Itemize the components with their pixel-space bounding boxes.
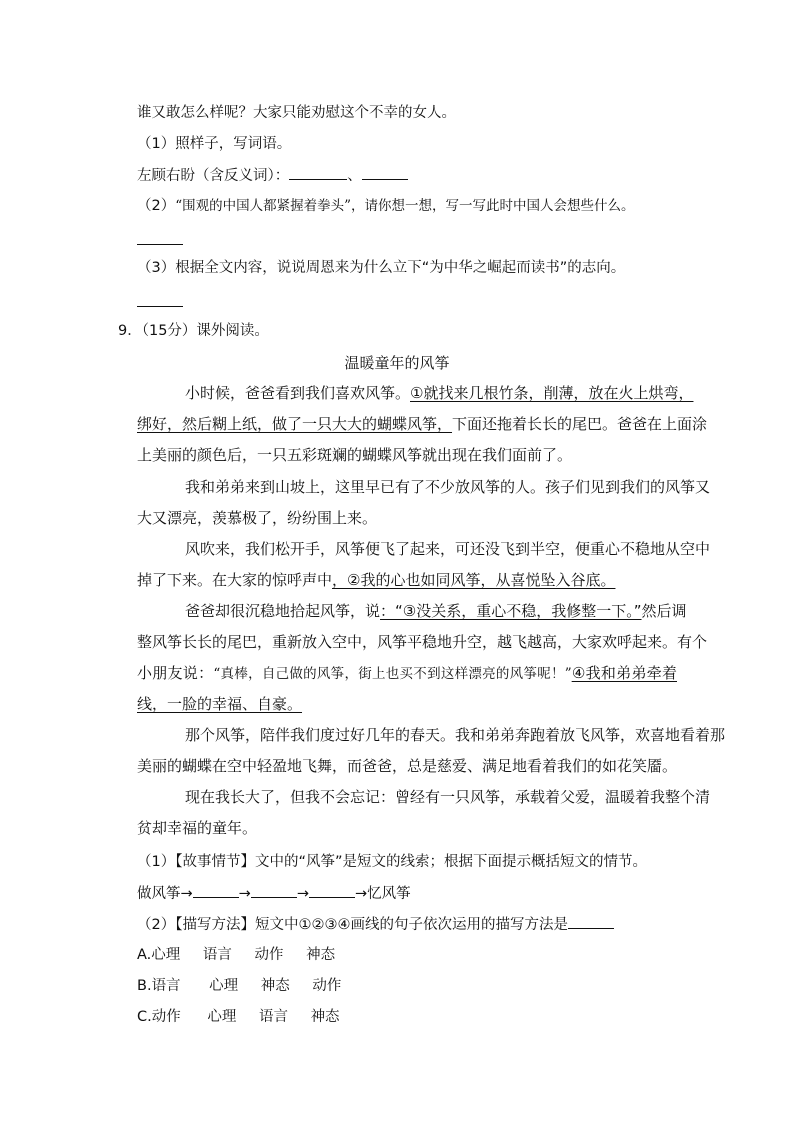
plot-chain	[137, 883, 411, 904]
underlined-sentence-4-cont: 线，一脸的幸福、自豪。	[137, 695, 303, 713]
separator: 、	[347, 168, 362, 184]
text: 那个风筝，陪伴我们度过好几年的春天。我和弟弟奔跑着放飞风筝，欢喜地看着那	[185, 726, 726, 744]
q8-sub1-example-text: 左顾右盼（含反义词）：	[137, 168, 290, 184]
option-word: 语言	[258, 1009, 288, 1025]
arrow-icon: →	[296, 886, 309, 902]
option-word: 心理	[151, 947, 181, 963]
text: 我和弟弟来到山坡上，这里早已有了不少放风筝的人。孩子们见到我们的风筝又	[185, 478, 711, 496]
option-a[interactable]	[137, 945, 335, 965]
answer-blank[interactable]	[362, 165, 408, 180]
passage-title: 温暖童年的风筝	[344, 354, 450, 372]
text: 现在我长大了，但我不会忘记：曾经有一只风筝，承载着父爱，温暖着我整个清	[185, 788, 711, 806]
q8-sub2-label: （2）	[137, 198, 176, 214]
text: 大又漂亮，羡慕极了，纷纷围上来。	[137, 509, 378, 527]
text: 然后调	[641, 602, 687, 620]
underlined-sentence-3: ：“③没关系，重心不稳，我修整一下。”	[380, 602, 642, 620]
underlined-sentence-4: ④我和弟弟牵着	[571, 664, 677, 682]
text: 小朋友说：	[137, 664, 214, 682]
arrow-icon: →	[238, 886, 251, 902]
option-label: C.	[137, 1009, 152, 1025]
option-label: B.	[137, 978, 152, 994]
option-label: A.	[137, 947, 152, 963]
underlined-sentence-2: ，②我的心也如同风筝，从喜悦坠入谷底。	[332, 571, 616, 589]
q8-sub2-answer-line[interactable]	[137, 230, 183, 251]
text: 爸爸却很沉稳地拾起风筝，说	[185, 602, 381, 620]
option-word: 动作	[151, 1009, 181, 1025]
option-word: 动作	[312, 978, 342, 994]
answer-blank[interactable]	[193, 883, 239, 898]
paragraph-2	[137, 472, 711, 534]
text: 整风筝长长的尾巴，重新放入空中，风筝平稳地升空，越飞越高，大家欢呼起来。有个	[137, 633, 708, 651]
paragraph-4	[137, 596, 708, 720]
answer-blank[interactable]	[309, 883, 355, 898]
q8-sub1-prompt: （1）照样子，写词语。	[137, 136, 292, 152]
paragraph-5	[137, 720, 726, 782]
q8-sub3-answer-line[interactable]	[137, 292, 183, 313]
text: 美丽的蝴蝶在空中轻盈地飞舞，而爸爸，总是慈爱、满足地看着我们的如花笑靥。	[137, 757, 678, 775]
arrow-icon: →	[354, 886, 368, 902]
q9-sub1-prompt: （1）【故事情节】文中的“风筝”是短文的线索；根据下面提示概括短文的情节。	[137, 854, 647, 870]
answer-blank[interactable]	[289, 165, 347, 180]
answer-blank[interactable]	[251, 883, 297, 898]
underlined-sentence-1-cont: 绑好，然后糊上纸，做了一只大大的蝴蝶风筝，	[137, 415, 453, 433]
underlined-sentence-1: ①就找来几根竹条，削薄，放在火上烘弯，	[410, 384, 694, 402]
text: 风吹来，我们松开手，风筝便飞了起来，可还没飞到半空，便重心不稳地从空中	[185, 540, 711, 558]
text: 小时候，爸爸看到我们喜欢风筝。	[185, 384, 411, 402]
q8-sub1-example	[137, 165, 408, 186]
paragraph-6	[137, 782, 711, 844]
q9-header: 9．（15分）课外阅读。	[118, 323, 269, 339]
chain-start: 做风筝	[137, 886, 181, 902]
option-word: 心理	[207, 1009, 237, 1025]
paragraph-3	[137, 534, 711, 596]
q8-sub2-prompt	[137, 196, 635, 216]
text: 下面还拖着长长的尾巴。爸爸在上面涂	[452, 415, 708, 433]
option-c[interactable]	[137, 1007, 340, 1027]
option-word: 语言	[202, 947, 232, 963]
text: 掉了下来。在大家的惊呼声中	[137, 571, 333, 589]
answer-blank[interactable]	[568, 914, 614, 929]
option-word: 神态	[260, 978, 290, 994]
option-word: 心理	[209, 978, 239, 994]
text: 贫却幸福的童年。	[137, 819, 258, 837]
quote-text: “真棒，自己做的风筝，街上也买不到这样漂亮的风筝呢！”	[213, 666, 572, 682]
q8-passage-end: 谁又敢怎么样呢？大家只能劝慰这个不幸的女人。	[137, 105, 456, 121]
paragraph-1	[137, 378, 708, 471]
answer-blank[interactable]	[137, 230, 183, 245]
arrow-icon: →	[180, 886, 193, 902]
q8-sub3-prompt: （3）根据全文内容，说说周恩来为什么立下“为中华之崛起而读书”的志向。	[137, 260, 626, 276]
option-word: 神态	[306, 947, 336, 963]
answer-blank[interactable]	[137, 292, 183, 307]
option-word: 神态	[310, 1009, 340, 1025]
text: 上美丽的颜色后，一只五彩斑斓的蝴蝶风筝就出现在我们面前了。	[137, 446, 573, 464]
chain-end: 忆风筝	[367, 886, 411, 902]
option-word: 动作	[254, 947, 284, 963]
q9-sub2-prompt	[137, 914, 614, 935]
q9-sub2-text: （2）【描写方法】短文中①②③④画线的句子依次运用的描写方法是	[137, 917, 568, 933]
option-word: 语言	[151, 978, 181, 994]
q8-sub2-text: “围观的中国人都紧握着拳头”，请你想一想，写一写此时中国人会想些什么。	[175, 198, 635, 214]
option-b[interactable]	[137, 976, 341, 996]
